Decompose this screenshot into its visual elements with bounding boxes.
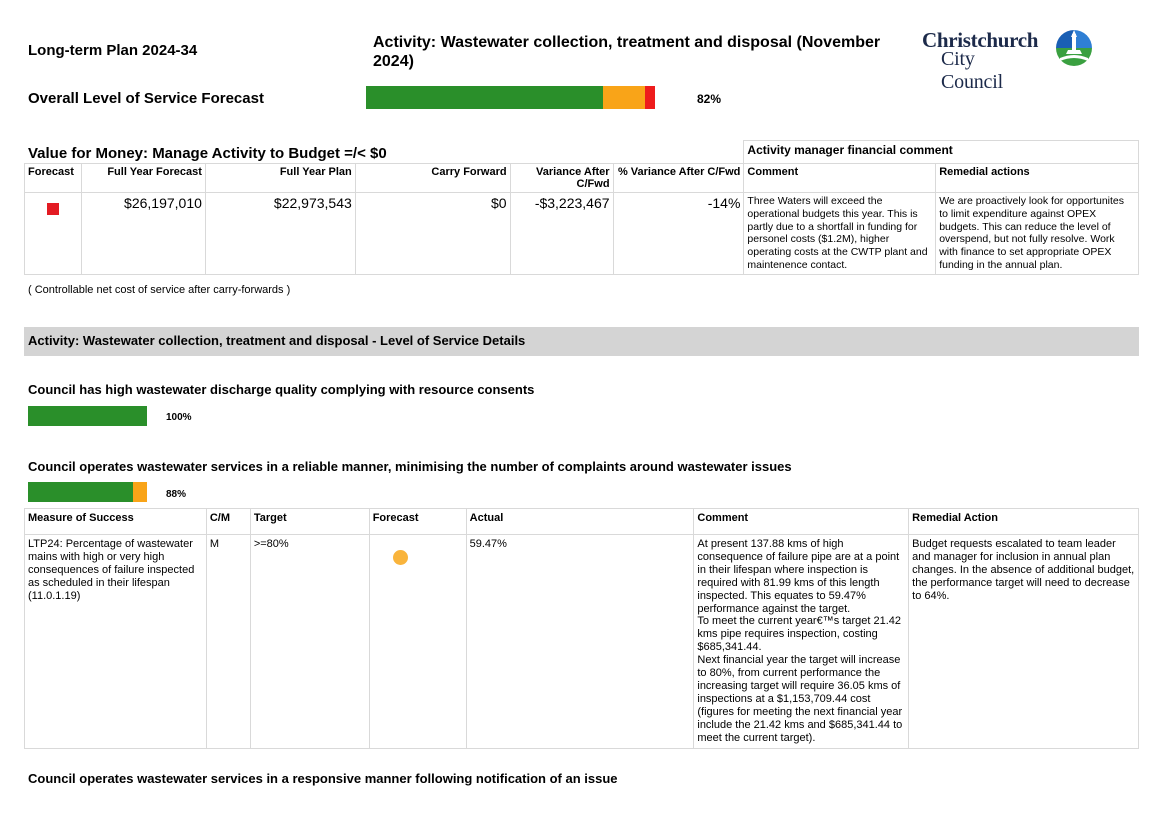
- goal-bar-green-segment: [28, 482, 133, 502]
- forecast-red-status-icon: [47, 203, 59, 215]
- goal-percent: 88%: [166, 489, 187, 500]
- col-pct-variance: % Variance After C/Fwd: [613, 164, 744, 193]
- col-cm: C/M: [206, 509, 250, 535]
- overall-bar-red-segment: [645, 86, 655, 109]
- overall-los-bar: [366, 86, 655, 109]
- carry-forward-value: $0: [355, 193, 510, 275]
- logo-line-1: Christchurch: [922, 28, 1039, 52]
- forecast-amber-status-icon: [393, 550, 408, 565]
- col-forecast: Forecast: [369, 509, 466, 535]
- goal-progress-bar: [28, 406, 147, 426]
- logo-line-2: City Council: [941, 48, 1003, 93]
- cost-note: ( Controllable net cost of service after carry-forwards ): [28, 284, 291, 296]
- comment-paragraph: At present 137.88 kms of high consequence of failure pipe are at a point in their lifespan where inspection is required with 81.99 kms of this length inspected. This equates to 59.47% performance against the target.: [697, 538, 900, 615]
- measure-text: LTP24: Percentage of wastewater mains with high or very high consequences of failure inspected as scheduled in their lifespan (11.0.1.19): [25, 535, 207, 749]
- overall-bar-green-segment: [366, 86, 603, 109]
- measures-table: [24, 508, 1139, 749]
- plan-title: Long-term Plan 2024-34: [28, 42, 198, 59]
- council-logo: [920, 28, 1100, 93]
- council-emblem-icon: [1054, 28, 1094, 70]
- col-actual: Actual: [466, 509, 694, 535]
- section-header: [24, 327, 1139, 356]
- goal-progress-bar: [28, 482, 147, 502]
- goal-bar-green-segment: [28, 406, 147, 426]
- goal-bar-orange-segment: [133, 482, 147, 502]
- full-year-plan-value: $22,973,543: [205, 193, 355, 275]
- goal-title: Council has high wastewater discharge quality complying with resource consents: [28, 382, 535, 397]
- activity-title: Activity: Wastewater collection, treatment and disposal (November 2024): [373, 34, 881, 70]
- financial-remedial-text: We are proactively look for opportunites to limit expenditure against OPEX budgets. This can reduce the level of overspend, but not fully resolve. Work with finance to set appropriate OPEX funding in the annual plan.: [936, 193, 1139, 275]
- goal-title: Council operates wastewater services in a responsive manner following notification of an issue: [28, 771, 618, 786]
- goal-percent: 100%: [166, 412, 192, 423]
- col-variance: Variance After C/Fwd: [510, 164, 613, 193]
- col-full-year-forecast: Full Year Forecast: [81, 164, 205, 193]
- cm-value: M: [206, 535, 250, 749]
- financial-comment-text: Three Waters will exceed the operational budgets this year. This is partly due to a shortfall in funding for personel costs ($1.2M), higher operating costs at the CWTP plant and maintenence contact.: [744, 193, 936, 275]
- col-remedial-actions: Remedial actions: [936, 164, 1139, 193]
- comment-paragraph: Next financial year the target will increase to 80%, from current performance the increasing target will require 36.05 kms of inspections at a $1,153,709.44 cost (figures for meeting the next financial year include the 21.42 kms and $685,341.44 to meet the current target).: [697, 654, 903, 744]
- col-carry-forward: Carry Forward: [355, 164, 510, 193]
- col-measure-of-success: Measure of Success: [25, 509, 207, 535]
- financial-comment-heading: Activity manager financial comment: [744, 141, 1139, 164]
- measure-remedial-action: Budget requests escalated to team leader and manager for inclusion in annual plan changes. In the absence of additional budget, the performance target will need to decrease to 64%.: [909, 535, 1139, 749]
- comment-paragraph: To meet the current year€™s target 21.42 kms pipe requires inspection, costing $685,341.44.: [697, 615, 901, 654]
- col-remedial-action: Remedial Action: [909, 509, 1139, 535]
- col-target: Target: [250, 509, 369, 535]
- actual-value: 59.47%: [466, 535, 694, 749]
- overall-los-label: Overall Level of Service Forecast: [28, 90, 264, 107]
- col-full-year-plan: Full Year Plan: [205, 164, 355, 193]
- target-value: >=80%: [250, 535, 369, 749]
- overall-los-percent: 82%: [697, 92, 722, 106]
- measure-comment: [694, 535, 909, 749]
- col-forecast: Forecast: [25, 164, 82, 193]
- col-comment: Comment: [694, 509, 909, 535]
- col-comment: Comment: [744, 164, 936, 193]
- overall-bar-orange-segment: [603, 86, 645, 109]
- value-for-money-heading: Value for Money: Manage Activity to Budget =/< $0: [28, 145, 387, 162]
- section-title: Activity: Wastewater collection, treatment and disposal - Level of Service Details: [28, 333, 526, 348]
- full-year-forecast-value: $26,197,010: [81, 193, 205, 275]
- table-row: [25, 535, 1139, 749]
- pct-variance-value: -14%: [613, 193, 744, 275]
- variance-value: -$3,223,467: [510, 193, 613, 275]
- goal-title: Council operates wastewater services in a reliable manner, minimising the number of complaints around wastewater issues: [28, 459, 792, 474]
